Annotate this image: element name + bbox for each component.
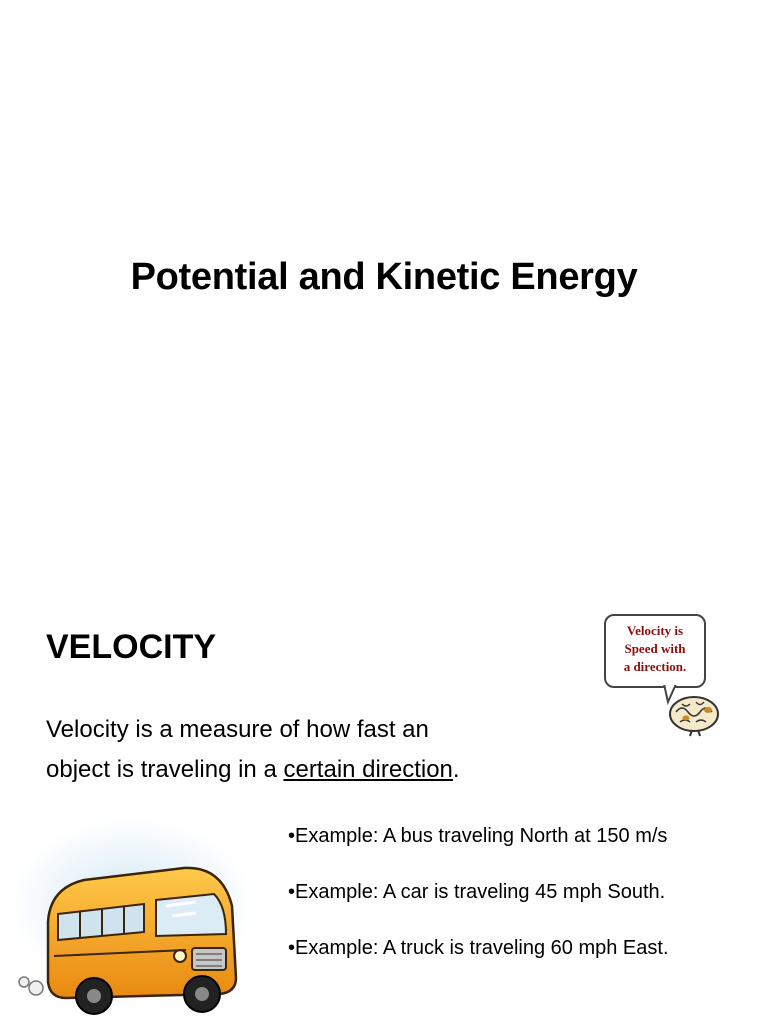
velocity-definition	[46, 710, 566, 790]
bubble-line-1: Velocity is	[626, 623, 684, 638]
definition-line-1: Velocity is a measure of how fast an	[46, 716, 429, 743]
velocity-examples-list	[288, 822, 758, 990]
bubble-line-2: Speed with	[624, 641, 686, 656]
example-item-truck: •Example: A truck is traveling 60 mph East.	[288, 937, 669, 959]
definition-period: .	[452, 756, 460, 783]
bubble-line-3: a direction.	[623, 659, 687, 674]
definition-line-2-start: object is traveling in a	[46, 756, 284, 783]
certain-direction-underlined: certain direction	[283, 756, 453, 783]
example-item-bus: •Example: A bus traveling North at 150 m/s	[288, 825, 668, 847]
school-bus-cartoon-icon	[14, 810, 264, 1024]
velocity-speech-bubble	[604, 614, 706, 688]
velocity-slide	[0, 584, 768, 1024]
example-item-car: •Example: A car is traveling 45 mph South.	[288, 881, 666, 903]
velocity-heading: VELOCITY	[46, 628, 217, 666]
definition-line-2	[46, 750, 566, 790]
slide-title: Potential and Kinetic Energy	[130, 256, 638, 298]
brain-cartoon-icon	[664, 692, 724, 738]
